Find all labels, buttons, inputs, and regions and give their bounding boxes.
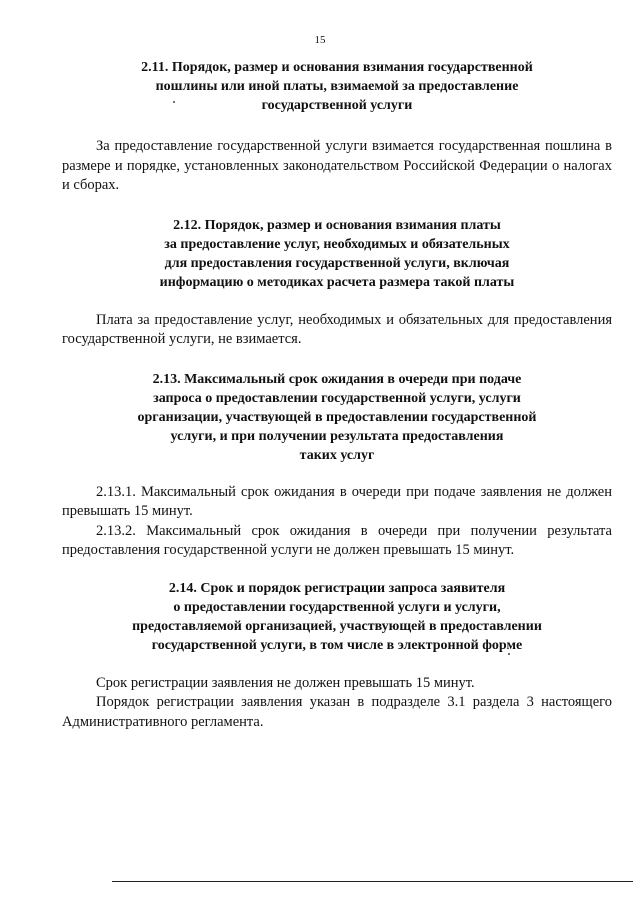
section-heading-2-12: 2.12. Порядок, размер и основания взимания платы за предоставление услуг, необходимых и обязательных для предоставления государственной услуги, включая информацию о методиках расчета размера такой платы — [159, 217, 515, 290]
section-heading-2-14: 2.14. Срок и порядок регистрации запроса заявителя о предоставлении государственной услуги и услуги, предоставляемой организацией, участвующей в предоставлении государственной услуги, в том числе в электронной форме — [132, 580, 542, 653]
document-body — [62, 58, 612, 732]
section-2-13-1-paragraph: 2.13.1. Максимальный срок ожидания в очереди при подаче заявления не должен превышать 15 минут. — [62, 483, 612, 519]
section-2-11-paragraph: За предоставление государственной услуги взимается государственная пошлина в размере и порядке, установленных законодательством Российской Федерации о налогах и сборах. — [62, 138, 612, 193]
bottom-rule — [112, 881, 633, 882]
scan-speck — [173, 101, 175, 103]
section-2-13-2-paragraph: 2.13.2. Максимальный срок ожидания в очереди при получении результата предоставления государственной услуги не должен превышать 15 минут. — [62, 522, 612, 558]
scan-speck — [508, 653, 510, 655]
page-number: 15 — [314, 34, 326, 46]
section-2-12-paragraph: Плата за предоставление услуг, необходимых и обязательных для предоставления государственной услуги, не взимается. — [62, 311, 612, 347]
section-2-14-paragraph-1: Срок регистрации заявления не должен превышать 15 минут. — [96, 674, 475, 691]
section-2-14-paragraph-2: Порядок регистрации заявления указан в подразделе 3.1 раздела 3 настоящего Административного регламента. — [62, 694, 612, 730]
section-heading-2-11: 2.11. Порядок, размер и основания взимания государственной пошлины или иной платы, взимаемой за предоставление государственной услуги — [141, 60, 533, 113]
section-heading-2-13: 2.13. Максимальный срок ожидания в очереди при подаче запроса о предоставлении государственной услуги, услуги организации, участвующей в предоставлении государственной услуги, и при получении результата предоставления таких услуг — [137, 371, 537, 463]
